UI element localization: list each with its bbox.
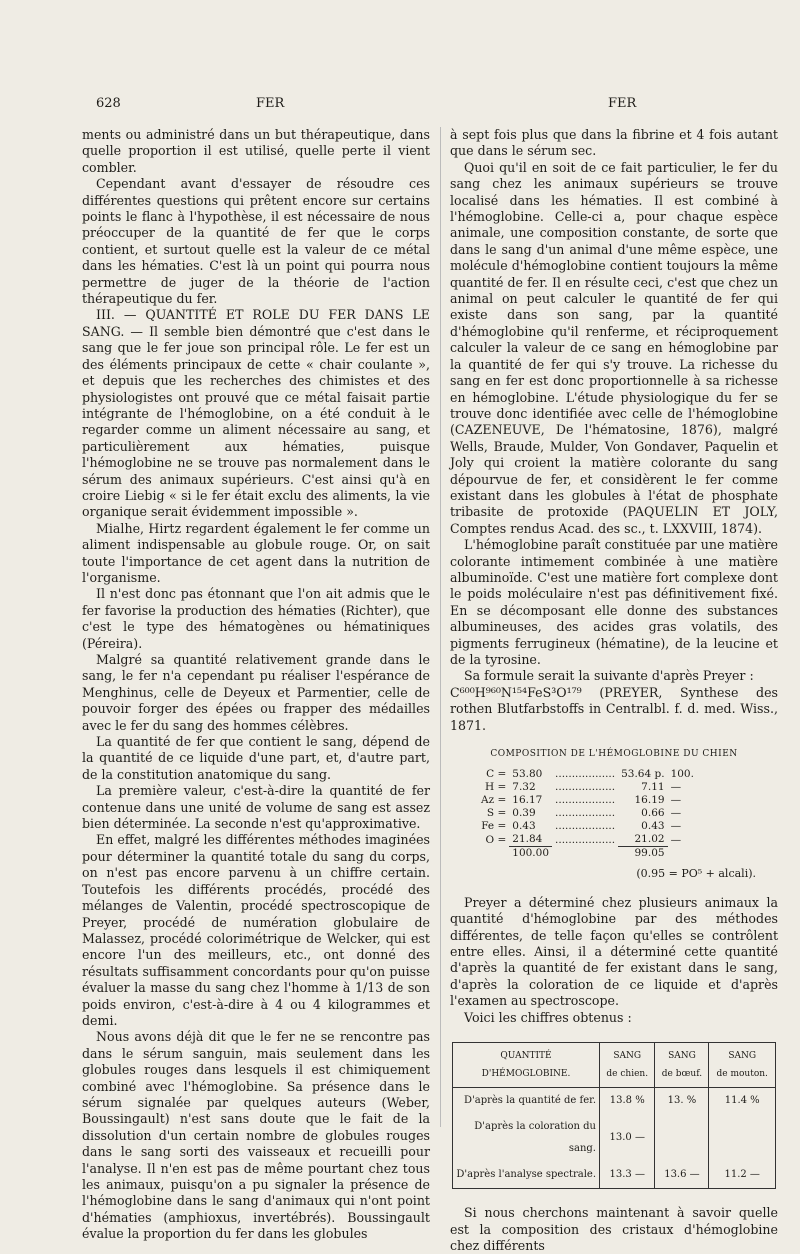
- element: S =: [486, 807, 507, 820]
- cell: 13.8 %: [600, 1088, 655, 1115]
- column-header: SANG de chien.: [600, 1043, 655, 1088]
- paragraph: Mialhe, Hirtz regardent également le fer comme un aliment indispensable au globule rouge. Or, on sait toute l'importance de cet agent dans la nutrition de l'organisme.: [82, 520, 430, 585]
- page-number: 628: [96, 96, 121, 111]
- left-column: [82, 127, 430, 1243]
- value-3: —: [670, 833, 682, 846]
- row-label: D'après la quantité de fer.: [463, 1095, 596, 1107]
- header-left-word: FER: [256, 96, 285, 111]
- element: C =: [486, 768, 507, 781]
- row-label: D'après l'analyse spectrale.: [456, 1169, 596, 1181]
- value-1: 0.39: [512, 807, 536, 820]
- table-row: Fe = 0.43 .................. 0.43 —: [478, 820, 697, 833]
- cell: 13.3 —: [600, 1162, 655, 1189]
- value-1: 16.17: [512, 794, 543, 807]
- paragraph: Malgré sa quantité relativement grande dans le sang, le fer n'a cependant pu réaliser l'espérance de Menghinus, celle de Deyeux et Parmentier, celle de pouvoir forger des épées ou frapper des médailles avec le fer du sang des hommes célèbres.: [82, 652, 430, 733]
- paragraph: ments ou administré dans un but thérapeutique, dans quelle proportion il est utilisé, quelle perte il vient combler.: [82, 127, 430, 175]
- paragraph: à sept fois plus que dans la fibrine et 4 fois autant que dans le sérum sec.: [450, 127, 778, 159]
- total-row: [478, 847, 697, 861]
- running-header: [96, 96, 772, 116]
- table-row: H = 7.32 .................. 7.11 —: [478, 781, 697, 794]
- composition-note: (0.95 = PO⁵ + alcali).: [636, 867, 756, 881]
- value-1: 21.84: [512, 833, 543, 846]
- value-1: 53.80: [512, 768, 543, 781]
- total-2: 99.05: [618, 847, 667, 861]
- paragraph: Quoi qu'il en soit de ce fait particulier, le fer du sang chez les animaux supérieurs se trouve localisé dans les hématies. Il est combiné à l'hémoglobine. Celle-ci a, pour chaque espèce animale, une composition constante, de sorte que dans le sang d'un animal d'une même espèce, une molécule d'hémoglobine contient toujours la même quantité de fer. Il en résulte ceci, c'est que chez un animal on peut calculer le quantité de fer qui existe dans son sang, par la quantité d'hémoglobine qu'il renferme, et réciproquement calculer la valeur de ce sang en hémoglobine par la quantité de fer qui s'y trouve. La richesse du sang en fer est donc proportionnelle à sa richesse en hémoglobine. L'étude physiologique du fer se trouve donc identifiée avec celle de l'hémoglobine (CAZENEUVE, De l'hématosine, 1876), malgré Wells, Braude, Mulder, Von Gondaver, Paquelin et Joly qui croient la matière colorante du sang dépourvue de fer, et considèrent le fer comme existant dans les globules à l'état de phosphate tribasite de protoxide (PAQUELIN ET JOLY, Comptes rendus Acad. des sc., t. LXXVIII, 1874).: [450, 159, 778, 536]
- value-3: —: [670, 794, 682, 807]
- right-column: [450, 127, 778, 1254]
- column-header: QUANTITÉ D'HÉMOGLOBINE.: [453, 1043, 600, 1088]
- paragraph: Preyer a déterminé chez plusieurs animaux la quantité d'hémoglobine par des méthodes différentes, de telle façon qu'elles se contrôlent entre elles. Ainsi, il a déterminé cette quantité d'après la quantité de fer existant dans le sang, d'après la coloration de ce liquide et d'après l'examen au spectroscope.: [450, 894, 778, 1009]
- cell: 13. %: [655, 1088, 709, 1115]
- value-2: 7.11: [641, 781, 665, 794]
- value-2: 16.19: [634, 794, 665, 807]
- header-right-word: FER: [608, 96, 637, 111]
- cell: [709, 1114, 776, 1162]
- table-row: [453, 1162, 776, 1189]
- total-1: 100.00: [509, 847, 552, 861]
- table-row: Az = 16.17 .................. 16.19 —: [478, 794, 697, 807]
- paragraph: Voici les chiffres obtenus :: [464, 1009, 632, 1025]
- paragraph: Cependant avant d'essayer de résoudre ces différentes questions qui prêtent encore sur certains points le flanc à l'hypothèse, il est nécessaire de nous préoccuper de la quantité de fer que le corps contient, et surtout quelle est la valeur de ce métal dans les hématies. C'est là un point qui pourra nous permettre de juger de la théorie de l'action thérapeutique du fer.: [82, 176, 430, 307]
- cell: 13.0 —: [600, 1114, 655, 1162]
- value-3: 100.: [670, 768, 694, 781]
- paragraph: Il n'est donc pas étonnant que l'on ait admis que le fer favorise la production des hématies (Richter), que c'est le type des hématogènes ou hématiniques (Péreira).: [82, 586, 430, 651]
- value-3: —: [670, 820, 682, 833]
- column-header: SANG de bœuf.: [655, 1043, 709, 1088]
- formula: C⁶⁰⁰H⁹⁶⁰N¹⁵⁴FeS³O¹⁷⁹ (PREYER, Synthese des rothen Blutfarbstoffs in Centralbl. f. d. med. Wiss., 1871.: [450, 684, 778, 733]
- section-paragraph: III. — QUANTITÉ ET ROLE DU FER DANS LE SANG. — Il semble bien démontré que c'est dans le sang que le fer joue son principal rôle. Le fer est un des éléments principaux de cette « chair coulante », et depuis que les recherches des chimistes et des physiologistes ont prouvé que ce métal faisait partie intégrante de l'hémoglobine, on a été conduit à le regarder comme un aliment nécessaire au sang, et particulièrement aux hématies, puisque l'hémoglobine ne se trouve pas normalement dans le sérum des animaux supérieurs. C'est ainsi qu'à en croire Liebig « si le fer était exclu des aliments, la vie organique serait évidemment impossible ».: [82, 307, 430, 520]
- value-3: —: [670, 781, 682, 794]
- paragraph: La quantité de fer que contient le sang, dépend de la quantité de ce liquide d'une part, et, d'autre part, de la constitution anatomique du sang.: [82, 734, 430, 782]
- paragraph: La première valeur, c'est-à-dire la quantité de fer contenue dans une unité de volume de sang est assez bien déterminée. La seconde n'est qu'approximative.: [82, 783, 430, 832]
- value-2: 0.66: [641, 807, 665, 820]
- value-1: 7.32: [512, 781, 536, 794]
- paragraph: Si nous cherchons maintenant à savoir quelle est la composition des cristaux d'hémoglobine chez différents: [450, 1205, 778, 1253]
- column-header: SANG de mouton.: [709, 1043, 776, 1088]
- value-2: 53.64 p.: [621, 768, 665, 781]
- value-3: —: [670, 807, 682, 820]
- element: Az =: [481, 794, 507, 807]
- composition-table: [478, 768, 697, 860]
- column-rule: [440, 127, 441, 1127]
- table-row: C = 53.80 .................. 53.64 p. 100.: [478, 768, 697, 781]
- hemoglobin-table: [452, 1042, 776, 1189]
- table-row: O = 21.84 .................. 21.02 —: [478, 833, 697, 847]
- paragraph: Nous avons déjà dit que le fer ne se rencontre pas dans le sérum sanguin, mais seulement dans les globules rouges dans lesquels il est chimiquement combiné avec l'hémoglobine. Sa présence dans le sérum signalée par quelques auteurs (Weber, Boussingault) n'est sans doute que le fait de la dissolution d'un certain nombre de globules rouges dans le sang sorti des vaisseaux et recueilli pour l'analyse. Il n'en est pas de même pourtant chez tous les animaux, puisqu'on a pu signaler la présence de l'hémoglobine dans le sang d'animaux qui n'ont point d'hématies (amphioxus, invertébrés). Boussingault évalue la proportion du fer dans les globules: [82, 1029, 430, 1242]
- element: O =: [485, 833, 507, 846]
- paragraph: L'hémoglobine paraît constituée par une matière colorante intimement combinée à une matière albuminoïde. C'est une matière fort complexe dont le poids moléculaire n'est pas définitivement fixé. En se décomposant elle donne des substances albumineuses, des acides gras volatils, des pigments ferrugineux (hématine), de la leucine et de la tyrosine.: [450, 537, 778, 667]
- cell: [655, 1114, 709, 1162]
- paragraph: Sa formule serait la suivante d'après Preyer :: [464, 668, 754, 684]
- table-row: [453, 1114, 776, 1162]
- composition-caption: COMPOSITION DE L'HÉMOGLOBINE DU CHIEN: [490, 749, 738, 760]
- value-1: 0.43: [512, 820, 536, 833]
- element: H =: [484, 781, 507, 794]
- table-row: [453, 1088, 776, 1115]
- cell: 11.2 —: [709, 1162, 776, 1189]
- row-label: D'après la coloration du sang.: [474, 1121, 596, 1155]
- value-2: 0.43: [641, 820, 665, 833]
- table-header-row: [453, 1043, 776, 1088]
- cell: 13.6 —: [655, 1162, 709, 1189]
- cell: 11.4 %: [709, 1088, 776, 1115]
- element: Fe =: [481, 820, 507, 833]
- table-row: S = 0.39 .................. 0.66 —: [478, 807, 697, 820]
- paragraph: En effet, malgré les différentes méthodes imaginées pour déterminer la quantité totale du sang du corps, on n'est pas encore parvenu à un chiffre certain. Toutefois les différents procédés, procédé des mélanges de Valentin, procédé spectroscopique de Preyer, procédé de numération globulaire de Malassez, procédé colorimétrique de Welcker, qui est encore l'un des meilleurs, etc., ont donné des résultats suffisamment concordants pour qu'on puisse évaluer la masse du sang chez l'homme à 1/13 de son poids environ, c'est-à-dire à 4 ou 4 kilogrammes et demi.: [82, 832, 430, 1028]
- value-2: 21.02: [634, 833, 665, 846]
